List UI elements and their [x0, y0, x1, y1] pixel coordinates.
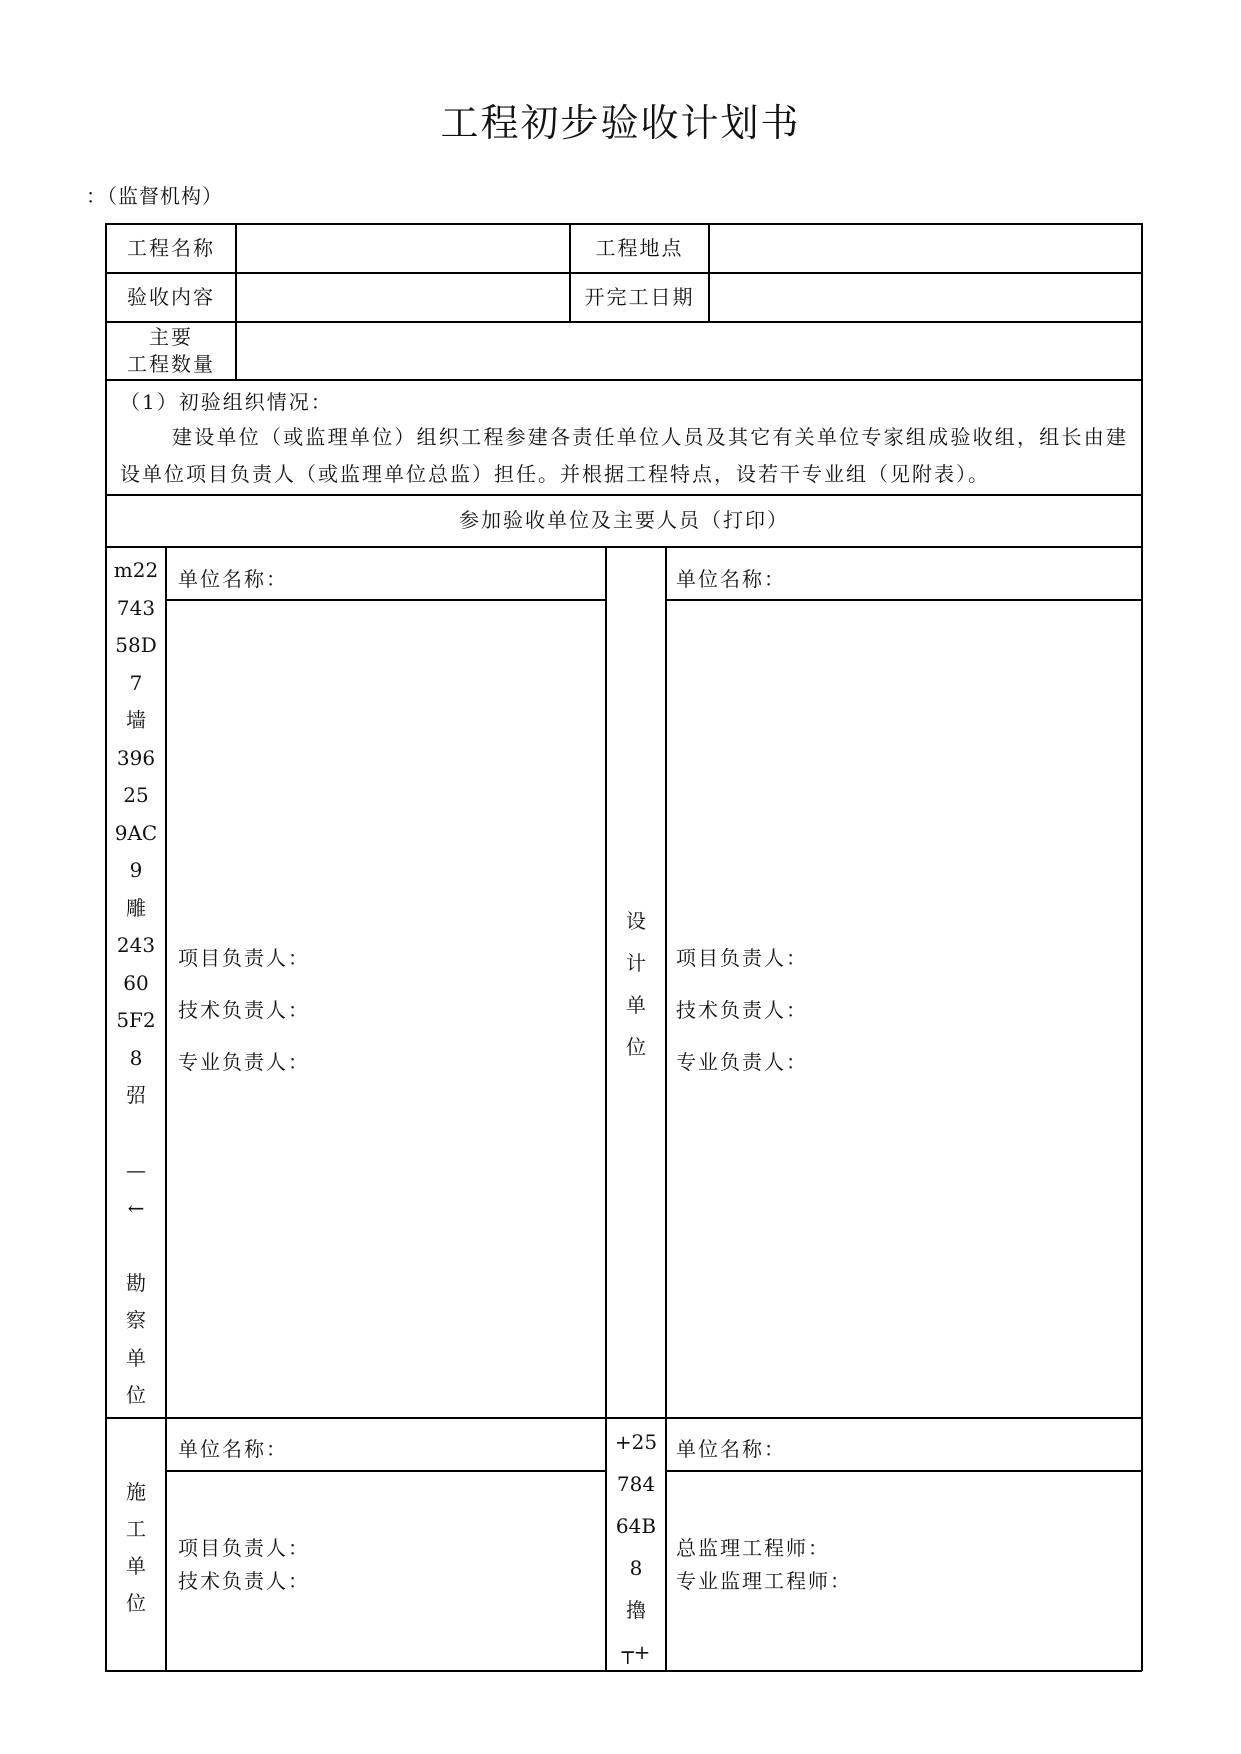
construction-unit-name-label: 单位名称：: [178, 1437, 288, 1461]
addressee: ：（监督机构）: [86, 184, 223, 208]
survey-unit-name-label: 单位名称：: [178, 567, 288, 591]
page-title: 工程初步验收计划书: [440, 101, 801, 145]
construction-technical-leader-label: 技术负责人：: [178, 1569, 310, 1593]
section1-body: 建设单位（或监理单位）组织工程参建各责任单位人员及其它有关单位专家组成验收组，组长由建设单位项目负责人（或监理单位总监）担任。并根据工程特点，设若干专业组（见附表）。: [120, 425, 1128, 486]
main-quantity-label-line2: 工程数量: [127, 352, 215, 376]
design-technical-leader-label: 技术负责人：: [676, 998, 808, 1022]
project-name-label: 工程名称: [127, 236, 215, 260]
design-specialty-leader-label: 专业负责人：: [676, 1050, 808, 1074]
construction-project-leader-label: 项目负责人：: [178, 1536, 310, 1560]
supervision-unit-column: +25 784 64B 8 擼 ┬+: [614, 1430, 658, 1664]
construction-unit-column: 施 工 单 位: [126, 1480, 146, 1615]
design-unit-column: 设 计 单 位: [626, 909, 646, 1059]
section1-heading: （1）初验组织情况：: [120, 390, 333, 414]
main-quantity-label-line1: 主要: [149, 325, 193, 349]
survey-specialty-leader-label: 专业负责人：: [178, 1050, 310, 1074]
project-location-label: 工程地点: [595, 236, 684, 260]
survey-technical-leader-label: 技术负责人：: [178, 998, 310, 1022]
design-project-leader-label: 项目负责人：: [676, 946, 808, 970]
supervision-unit-name-label: 单位名称：: [676, 1437, 786, 1461]
design-unit-name-label: 单位名称：: [676, 567, 786, 591]
acceptance-content-label: 验收内容: [127, 285, 215, 309]
participants-heading: 参加验收单位及主要人员（打印）: [459, 508, 789, 532]
survey-unit-column: m22 743 58D 7 墙 396 25 9AC 9 雕 243 60 5F2 8 弨 — ← 勘 察 单 位: [113, 558, 159, 1407]
survey-project-leader-label: 项目负责人：: [178, 946, 310, 970]
specialty-supervisor-label: 专业监理工程师：: [676, 1569, 852, 1593]
chief-supervisor-label: 总监理工程师：: [676, 1536, 830, 1560]
start-finish-date-label: 开完工日期: [584, 285, 695, 309]
